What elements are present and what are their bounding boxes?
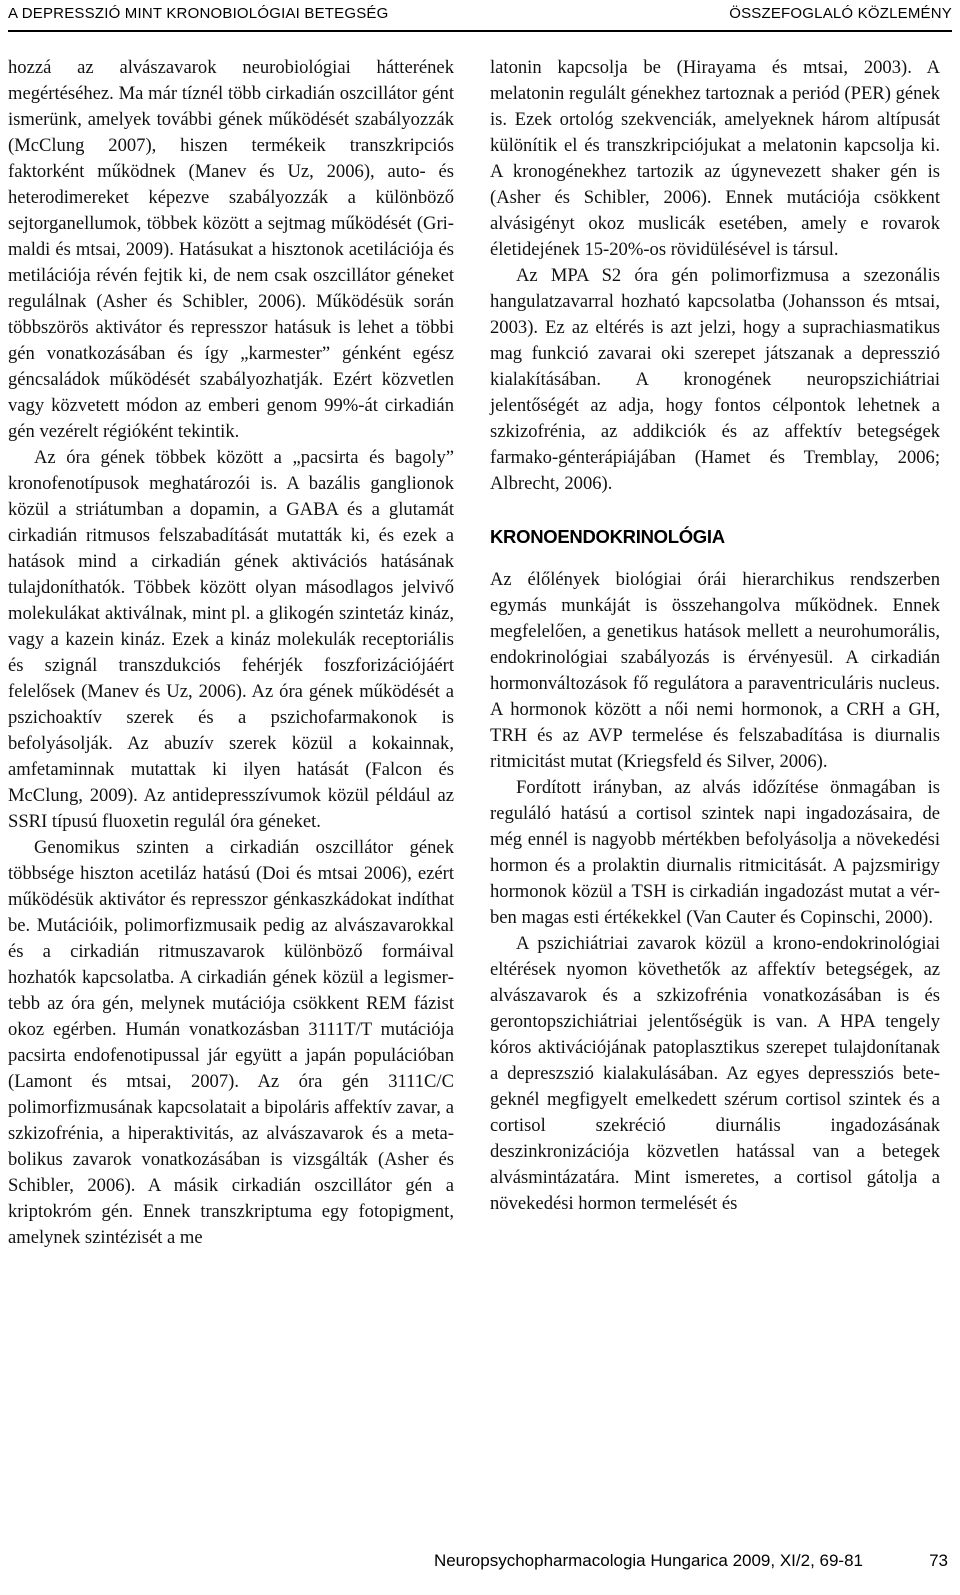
paragraph: Az MPA S2 óra gén polimorfizmusa a szezonális hangulatzavarral hozható kapcsolatba (Johansson és mtsai, 2003). Ez az eltérés is azt jelzi, hogy a suprachiasmatikus mag funkció zavarai oki szerepet játszanak a depresszió kialakításában. A kronogének neuropszichiátriai jelentőségét az adja, hogy fontos célpontok lehetnek a szkizofrénia, az addikciók és az affektív betegségek farmako-génterápiájában (Hamet és Tremblay, 2006; Albrecht, 2006). (490, 265, 940, 494)
paragraph: hozzá az alvászavarok neurobiológiai hátterének megértéséhez. Ma már tíznél több cirkadián oszcillátor gént ismerünk, amelyek további gének működését szabályozzák (McClung 2007), hiszen termékeik transzkripciós faktorként működnek (Manev és Uz, 2006), auto- és heterodimereket képezve szabályozzák a különböző sejtorganellumok, többek között a sejtmag működését (Grimaldi és mtsai, 2009). Hatásukat a hisztonok acetilációja és metilációja révén fejtik ki, de nem csak oszcillátor géneket regulálnak (Asher és Schibler, 2006). Működésük során többszörös aktivátor és represszor hatásuk is lehet a többi gén vonatkozásában és így „karmester” génként egész géncsaládok működését szabályozhatják. Ezért közvetlen vagy közvetett módon az emberi genom 99%-át cirkadián gén vezérelt régióként tekintik. (8, 57, 454, 442)
right-column (490, 55, 940, 1217)
left-column (8, 55, 454, 1251)
page-footer (0, 1548, 948, 1576)
section-heading: KRONOENDOKRINOLÓGIA (490, 526, 725, 547)
running-header (8, 0, 952, 32)
paragraph: Fordított irányban, az alvás időzítése önmagában is reguláló hatású a cortisol szintek napi ingadozásaira, de még ennél is nagyobb mértékben befolyásolja a növekedési hormon és a prolaktin diurnalis ritmicitását. A pajzsmirigy hormonok közül a TSH is cirkadián ingadozást mutat a vérben magas esti értékekkel (Van Cauter és Copinschi, 2000). (490, 777, 940, 928)
paragraph: Genomikus szinten a cirkadián oszcillátor gének többsége hiszton acetiláz hatású (Doi és mtsai 2006), ezért működésük aktivátor és represszor génkaszkádokat indíthat be. Mutációik, polimorfizmusaik pedig az alvászavarokkal és a cirkadián ritmuszavarok különböző formáival hozhatók kapcsolatba. A cirkadián gének közül a legismertebb az óra gén, melynek mutációja csökkent REM fázist okoz egérben. Humán vonatkozásban 3111T/T mutációja pacsirta endofenotipussal jár együtt a japán populációban (Lamont és mtsai, 2007). Az óra gén 3111C/C polimorfizmusának kapcsolatait a bipoláris affektív zavar, a szkizofrénia, a hiperaktivitás, az alvászavarok és a metabolikus zavarok vonatkozásában is vizsgálták (Asher és Schibler, 2006). A másik cirkadián oszcillátor gén a kriptokróm gén. Ennek transzkriptuma egy fotopigment, amelynek szintézisét a me (8, 837, 454, 1248)
paragraph: Az élőlények biológiai órái hierarchikus rendszerben egymás munkáját is összehangolva működnek. Ennek megfelelően, a genetikus hatások mellett a neurohumorális, endokrinológiai szabályozás is érvényesül. A cirkadián hormonváltozások fő regulátora a paraventriculáris nucleus. A hormonok között a női nemi hormonok, a CRH a GH, TRH és az AVP termelése és felszabadítása is diurnalis ritmicitást mutat (Kriegsfeld és Silver, 2006). (490, 569, 940, 772)
page-number: 73 (929, 1551, 948, 1570)
header-article-title: A DEPRESSZIÓ MINT KRONOBIOLÓGIAI BETEGSÉG (8, 5, 389, 22)
footer-journal-citation: Neuropsychopharmacologia Hungarica 2009, XI/2, 69-81 (433, 1551, 863, 1570)
paragraph: A pszichiátriai zavarok közül a krono-endokrinológiai eltérések nyomon követhetők az affektív betegségek, az alvászavarok és a szkizofrénia vonatkozásában is és gerontopszichiátriai jelentőségük is van. A HPA tengely kóros aktivációjának patoplasztikus szerepet tulajdonítanak a depreszszió kialakulásában. Az egyes depressziós betegeknél megfigyelt emelkedett szérum cortisol szintek és a cortisol szekréció diurnális ingadozásának deszinkronizációja közvetlen hatással van a betegek alvásmintázatára. Mint ismeretes, a cortisol gátolja a növekedési hormon termelését és (490, 933, 940, 1214)
paragraph: Az óra gének többek között a „pacsirta és bagoly” kronofenotípusok meghatározói is. A bazális ganglionok közül a striátumban a dopamin, a GABA és a glutamát cirkadián ritmusos felszabadítását mutatták ki, és ezek a hatások mind a cirkadián gének aktivációs hatásának tulajdoníthatók. Többek között olyan másodlagos jelvivő molekulákat aktiválnak, mint pl. a glikogén szintetáz kináz, vagy a kazein kináz. Ezek a kináz molekulák receptoriális és szignál transzdukciós fehérjék foszforizációjáért felelősek (Manev és Uz, 2006). Az óra gének működését a pszichoaktív szerek és a pszichofarmakonok is befolyásolják. Az abuzív szerek közül a kokainnak, amfetaminnak mutattak ki ilyen hatását (Falcon és McClung, 2009). Az antidepresszívumok közül például az SSRI típusú fluoxetin regulál óra géneket. (8, 447, 454, 832)
paragraph: latonin kapcsolja be (Hirayama és mtsai, 2003). A melatonin regulált génekhez tartoznak a periód (PER) gének is. Ezek ortológ szekvenciák, amelyeknek három altípusát különítik el és transzkripciójukat a melatonin kapcsolja ki. A kronogénekhez tartozik az úgynevezett shaker gén is (Asher és Schibler, 2006). Ennek mutációja csökkent alvásigényt okoz muslicák esetében, amely e rovarok életidejének 15-20%-os rövidülésével is társul. (490, 57, 940, 260)
header-article-type: ÖSSZEFOGLALÓ KÖZLEMÉNY (729, 5, 952, 22)
